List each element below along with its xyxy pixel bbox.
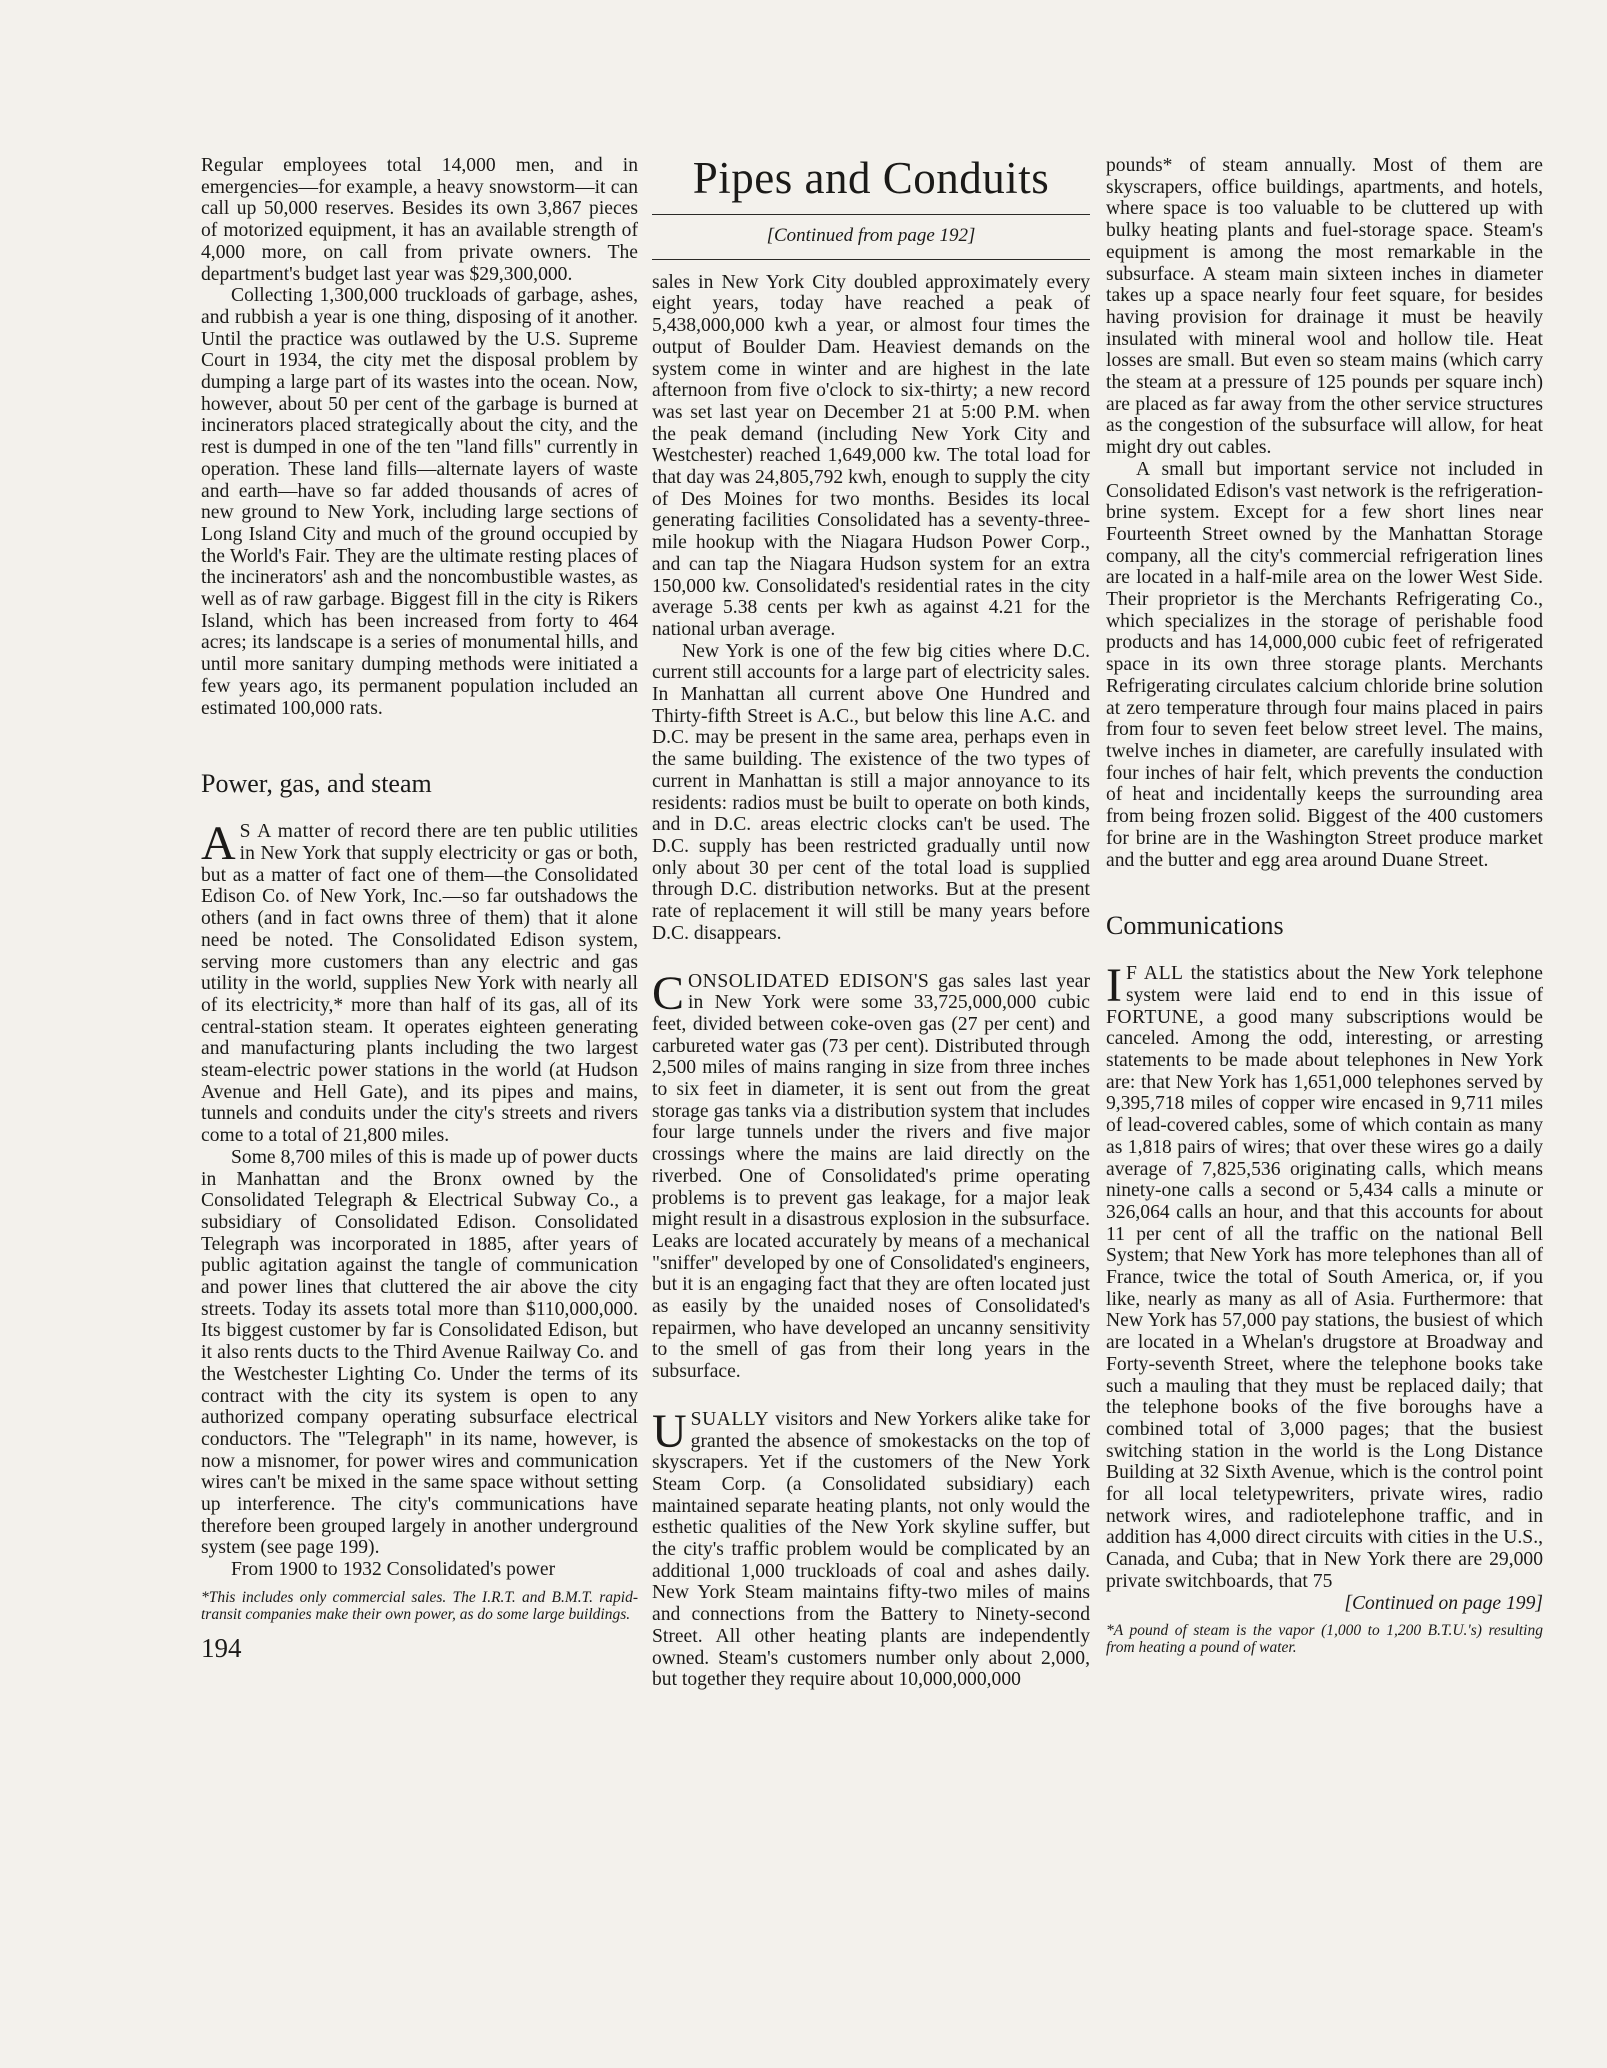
page-number: 194 xyxy=(201,1633,242,1663)
paragraph: Collecting 1,300,000 truckloads of garbage, ashes, and rubbish a year is one thing, disposing of it another. Until the practice was outlawed by the U.S. Supreme Court in 1934, the city met the disposal problem by dumping a large part of its wastes into the ocean. Now, however, about 50 per cent of the garbage is burned at incinerators placed strategically about the city, and the rest is dumped in one of the ten "land fills" currently in operation. These land fills—alternate layers of waste and earth—have so far added thousands of acres of new ground to New York, including large sections of Long Island City and much of the ground occupied by the World's Fair. They are the ultimate resting places of the incinerators' ash and the noncombustible wastes, as well as of raw garbage. Biggest fill in the city is Rikers Island, which has been increased from forty to 464 acres; its landscape is a series of monumental hills, and until more sanitary dumping methods were initiated a few years ago, its permanent population included an estimated 100,000 rats. xyxy=(201,285,638,719)
lead-in: SUALLY xyxy=(690,1408,769,1430)
paragraph xyxy=(201,817,638,1147)
section-heading-power: Power, gas, and steam xyxy=(201,769,432,799)
drop-cap: A xyxy=(201,817,236,871)
column-2 xyxy=(652,150,1090,1691)
drop-cap: I xyxy=(1106,959,1122,1013)
paragraph-text: , a good many subscriptions would be canceled. Among the odd, interesting, or arresting statements to be made about telephones in New York are: that New York has 1,651,000 telephones served by 9,395,718 miles of copper wire encased in 9,711 miles of lead-covered cables, some of which contain as many as 1,818 pairs of wires; that over these wires go a daily average of 7,825,536 originating calls, which means ninety-one calls a second or 5,434 calls a minute or 326,064 calls an hour, and that this accounts for about 11 per cent of all the traffic on the national Bell System; that New York has more telephones than all of France, twice the total of South America, or, if you like, nearly as many as all of Asia. Furthermore: that New York has 57,000 pay stations, the busiest of which are located in a Whelan's drugstore at Broadway and Forty-seventh Street, where the telephone books take such a mauling that they must be replaced daily; that the telephone books of the five boroughs have a combined total of 3,000 pages; that the busiest switching station in the world is the Long Distance Building at 32 Sixth Avenue, which is the control point for all local teletypewriters, private wires, radio network wires, and radiotelephone traffic, and in addition has 4,000 direct circuits with cities in the U.S., Canada, and Cuba; that in New York there are 29,000 private switchboards, that 75 xyxy=(1106,1006,1543,1592)
paragraph: New York is one of the few big cities where D.C. current still accounts for a large part of electricity sales. In Manhattan all current above One Hundred and Thirty-fifth Street is A.C., but below this line A.C. and D.C. may be present in the same area, perhaps even in the same building. The existence of the two types of current in Manhattan is still a major annoyance to its residents: radios must be built to operate on both kinds, and in D.C. areas electric clocks can't be used. The D.C. supply has been restricted gradually until now only about 30 per cent of the total load is supplied through D.C. distribution networks. But at the present rate of replacement it will still be many years before D.C. disappears. xyxy=(652,640,1090,944)
paragraph-text: gas sales last year in New York were some 33,725,000,000 cubic feet, divided between coke-oven gas (27 per cent) and carbureted water gas (73 per cent). Distributed through 2,500 miles of mains ranging in size from three inches to six feet in diameter, it is sent out from the great storage gas tanks via a distribution system that includes four large tunnels under the rivers and five major crossings where the mains are laid directly on the riverbed. One of Consolidated's prime operating problems is to prevent gas leakage, for a major leak might result in a disastrous explosion in the subsurface. Leaks are located accurately by means of a mechanical "sniffer" developed by one of Consolidated's engineers, but it is an engaging fact that they are often located just as easily by the unaided noses of Consolidated's repairmen, who have developed an uncanny sensitivity to the smell of gas from their long years in the subsurface. xyxy=(652,970,1090,1383)
column-1 xyxy=(201,155,638,1623)
lead-in: F ALL xyxy=(1125,963,1184,985)
paragraph xyxy=(652,1404,1090,1691)
paragraph: From 1900 to 1932 Consolidated's power xyxy=(231,1559,556,1581)
magazine-name: FORTUNE xyxy=(1106,1006,1199,1028)
paragraph: Regular employees total 14,000 men, and in emergencies—for example, a heavy snowstorm—it can call up 50,000 reserves. Besides its own 3,867 pieces of motorized equipment, it has an available strength of 4,000 more, on call from private owners. The department's budget last year was $29,300,000. xyxy=(201,155,638,285)
paragraph: pounds* of steam annually. Most of them are skyscrapers, office buildings, apartments, and hotels, where space is too valuable to be cluttered up with bulky heating plants and fuel-storage space. Steam's equipment is among the most remarkable in the subsurface. A steam main sixteen inches in diameter takes up a space nearly four feet square, for besides having provision for drainage it must be heavily insulated with mineral wool and hollow tile. Heat losses are small. But even so steam mains (which carry the steam at a pressure of 125 pounds per square inch) are placed as far away from the other service structures as the congestion of the subsurface will allow, for heat might dry out cables. xyxy=(1106,155,1543,459)
paragraph-text: the statistics about the New York telephone system were laid end to end in this issue of xyxy=(1125,963,1543,1006)
drop-cap: C xyxy=(652,966,685,1020)
section-heading-communications: Communications xyxy=(1106,911,1284,941)
footnote: *This includes only commercial sales. The I.R.T. and B.M.T. rapid-transit companies make their own power, as do some large buildings. xyxy=(201,1588,638,1623)
paragraph: sales in New York City doubled approximately every eight years, today have reached a peak of 5,438,000,000 kwh a year, or almost four times the output of Boulder Dam. Heaviest demands on the system come in winter and are highest in the late afternoon from five o'clock to six-thirty; a new record was set last year on December 21 at 5:00 P.M. when the peak demand (including New York City and Westchester) reached 1,649,000 kw. The total load for that day was 24,805,792 kwh, enough to supply the city of Des Moines for two months. Besides its local generating facilities Consolidated has a seventy-three-mile hookup with the Niagara Hudson Power Corp., and can tap the Niagara Hudson system for an extra 150,000 kw. Consolidated's residential rates in the city average 5.38 cents per kwh as against 4.21 for the national urban average. xyxy=(652,271,1090,640)
paragraph: Some 8,700 miles of this is made up of power ducts in Manhattan and the Bronx owned by the Consolidated Telegraph & Electrical Subway Co., a subsidiary of Consolidated Edison. Consolidated Telegraph was incorporated in 1885, after years of public agitation against the tangle of communication and power lines that cluttered the air above the city streets. Today its assets total more than $110,000,000. Its biggest customer by far is Consolidated Edison, but it also rents ducts to the Third Avenue Railway Co. and the Westchester Lighting Co. Under the terms of its contract with the city its system is open to any authorized company operating subsurface electrical conductors. The "Telegraph" in its name, however, is now a misnomer, for power wires and communication wires can't be mixed in the same space without setting up interference. The city's communications have therefore been grouped largely in another underground system (see page 199). xyxy=(201,1146,638,1559)
continued-on: [Continued on page 199] xyxy=(1344,1592,1543,1614)
lead-in: S A matter xyxy=(239,821,331,843)
paragraph: A small but important service not included in Consolidated Edison's vast network is the refrigeration-brine system. Except for a few short lines near Fourteenth Street owned by the Manhattan Storage company, all the city's commercial refrigeration lines are located in a half-mile area on the lower West Side. Their proprietor is the Merchants Refrigerating Co., which specializes in the storage of perishable food products and has 14,000,000 cubic feet of refrigerated space in its own three storage plants. Merchants Refrigerating circulates calcium chloride brine solution at zero temperature through four mains placed in pairs from four to seven feet below street level. The mains, twelve inches in diameter, are carefully insulated with four inches of hair felt, which prevents the conduction of heat and incidentally keeps the surrounding area from being frozen solid. Biggest of the 400 customers for brine are in the Washington Street produce market and the butter and egg area around Duane Street. xyxy=(1106,458,1543,871)
continued-from: [Continued from page 192] xyxy=(766,225,976,246)
paragraph-text: visitors and New Yorkers alike take for granted the absence of smokestacks on the top of skyscrapers. Yet if the customers of the New York Steam Corp. (a Consolidated subsidiary) each maintained separate heating plants, not only would the esthetic qualities of the New York skyline suffer, but the city's traffic problem would be complicated by an additional 1,000 truckloads of coal and ashes daily. New York Steam maintains fifty-two miles of mains and connections from the Battery to Ninety-second Street. All other heating plants are independently owned. Steam's customers number only about 2,000, but together they require about 10,000,000,000 xyxy=(652,1408,1090,1691)
paragraph-text: of record there are ten public utilities in New York that supply electricity or gas or both, but as a matter of fact one of them—the Consolidated Edison Co. of New York, Inc.—so far outshadows the others (and in fact owns three of them) that it alone need be noted. The Consolidated Edison system, serving more customers than any electric and gas utility in the world, supplies New York with nearly all of its electricity,* more than half of its gas, all of its central-station steam. It operates eighteen generating and manufacturing plants including the two largest steam-electric power stations in the world (at Hudson Avenue and Hell Gate), and its pipes and mains, tunnels and conduits under the city's streets and rivers come to a total of 21,800 miles. xyxy=(201,821,638,1147)
footnote: *A pound of steam is the vapor (1,000 to 1,200 B.T.U.'s) resulting from heating a pound of water. xyxy=(1106,1622,1543,1657)
paragraph xyxy=(652,966,1090,1383)
lead-in: ONSOLIDATED EDISON'S xyxy=(688,970,930,992)
article-title: Pipes and Conduits xyxy=(692,153,1050,203)
drop-cap: U xyxy=(652,1404,687,1458)
column-3 xyxy=(1106,155,1543,1656)
paragraph xyxy=(1106,959,1543,1592)
